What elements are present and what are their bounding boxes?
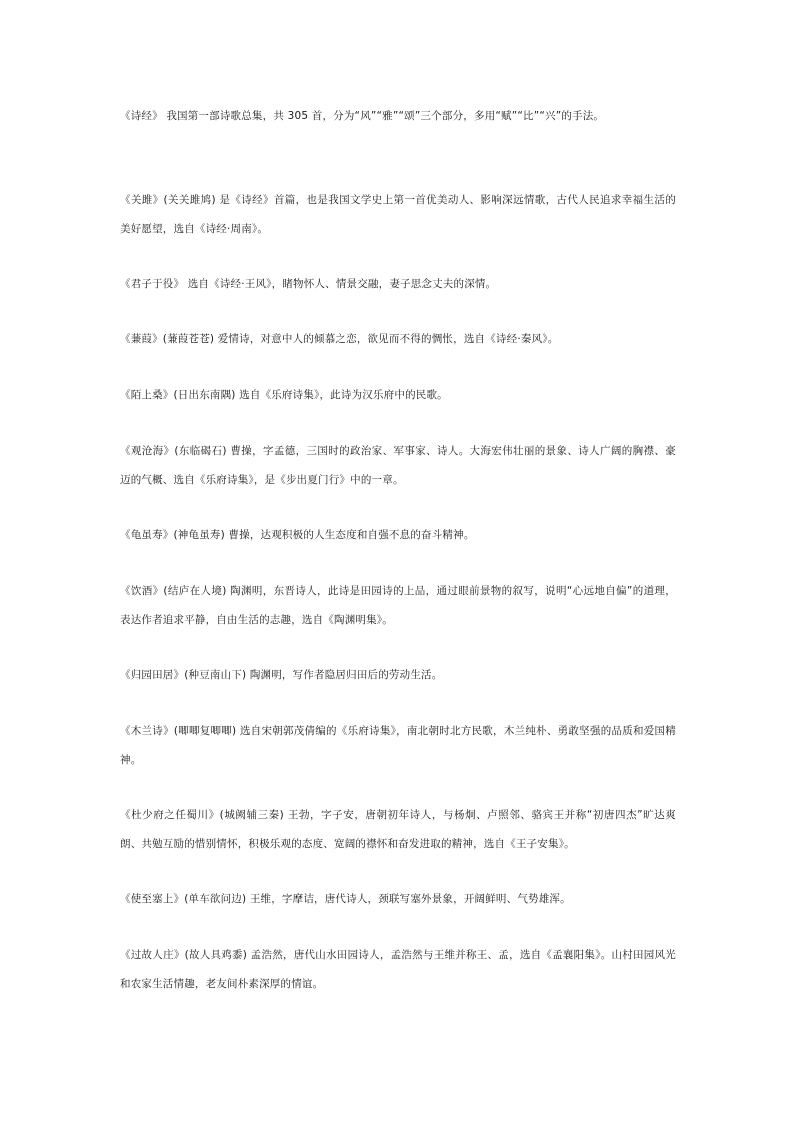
poem-entry-guoguren: 《过故人庄》(故人具鸡黍) 孟浩然，唐代山水田园诗人，孟浩然与王维并称王、孟，选自《孟襄阳集》。山村田园风光和农家生活情趣，老友间朴素深厚的情谊。: [120, 949, 676, 990]
poem-entry-shizhisaishang: 《使至塞上》(单车欲问边) 王维，字摩诘，唐代诗人，颈联写塞外景象，开阔鲜明、气势雄浑。: [120, 893, 571, 905]
poem-entry-junziyuyi: 《君子于役》 选自《诗经·王风》，睹物怀人、情景交融，妻子思念丈夫的深情。: [120, 278, 497, 290]
poem-entry-dushaofu: 《杜少府之任蜀川》(城阙辅三秦) 王勃，字子安，唐朝初年诗人，与杨炯、卢照邻、骆宾王并称“初唐四杰”旷达爽朗、共勉互励的惜别情怀，积极乐观的态度、宽阔的襟怀和奋发进取的精神，选自《王子安集》。: [120, 809, 676, 850]
poem-entry-guanju: 《关雎》(关关雎鸠) 是《诗经》首篇，也是我国文学史上第一首优美动人、影响深远情歌，古代人民追求幸福生活的美好愿望，选自《诗经·周南》。: [120, 194, 676, 235]
poem-entry-guisuishou: 《龟虽寿》(神龟虽寿) 曹操，达观积极的人生态度和自强不息的奋斗精神。: [120, 529, 475, 541]
poem-entry-shijing: 《诗经》 我国第一部诗歌总集，共 305 首，分为“风”“雅”“颂”三个部分，多用“赋”“比”“兴”的手法。: [120, 110, 605, 122]
poem-entry-yinjiu: 《饮酒》(结庐在人境) 陶渊明，东晋诗人，此诗是田园诗的上品，通过眼前景物的叙写，说明“心远地自偏”的道理，表达作者追求平静，自由生活的志趣，选自《陶渊明集》。: [120, 585, 676, 626]
poem-entry-mulanshi: 《木兰诗》(唧唧复唧唧) 选自宋朝郭茂倩编的《乐府诗集》，南北朝时北方民歌，木兰纯朴、勇敢坚强的品质和爱国精神。: [120, 725, 676, 766]
poem-entry-guiyuantianju: 《归园田居》(种豆南山下) 陶渊明，写作者隐居归田后的劳动生活。: [120, 669, 443, 681]
poem-entry-jianjia: 《蒹葭》(蒹葭苍苍) 爱情诗，对意中人的倾慕之恋，欲见而不得的惆怅，选自《诗经·秦风》。: [120, 333, 559, 345]
poem-entry-guancanghai: 《观沧海》(东临碣石) 曹操，字孟德，三国时的政治家、军事家、诗人。大海宏伟壮丽的景象、诗人广阔的胸襟、豪迈的气概、选自《乐府诗集》，是《步出夏门行》中的一章。: [120, 445, 676, 486]
poem-entry-moshangsang: 《陌上桑》(日出东南隅) 选自《乐府诗集》，此诗为汉乐府中的民歌。: [120, 389, 448, 401]
